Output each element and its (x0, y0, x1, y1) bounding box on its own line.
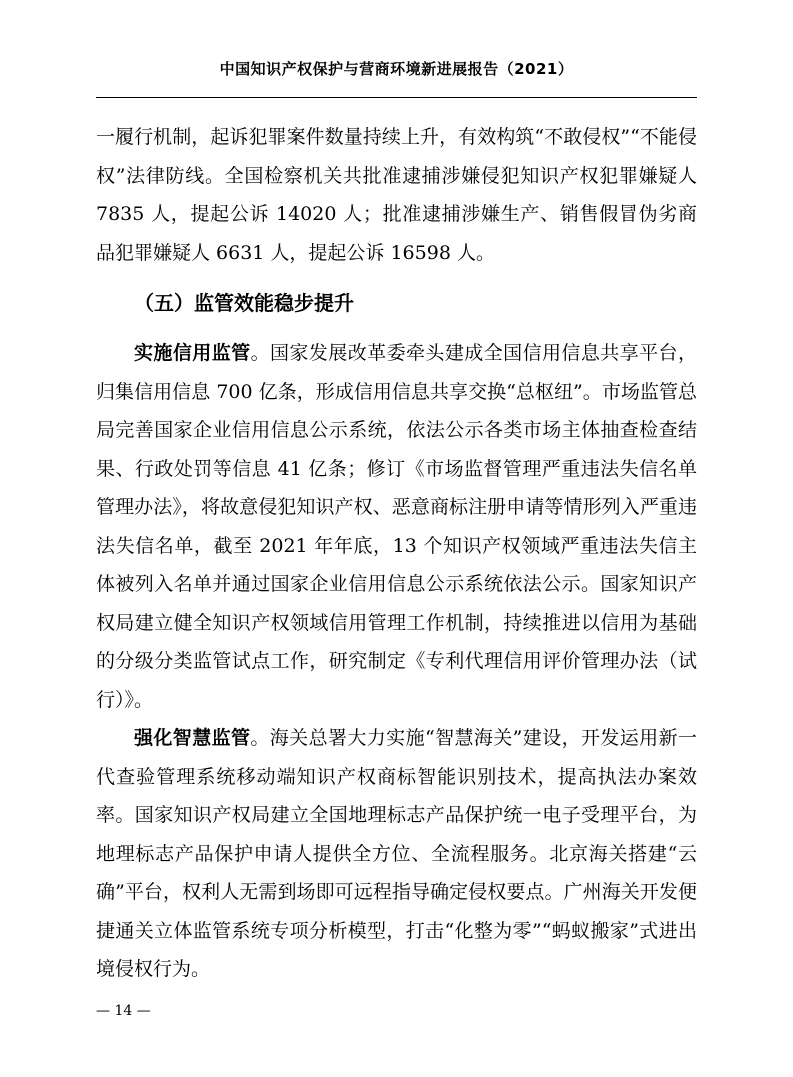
paragraph-smart-supervision (96, 719, 697, 989)
running-header-title: 中国知识产权保护与营商环境新进展报告（2021） (219, 60, 574, 78)
paragraph-credit-supervision (96, 334, 697, 719)
header-divider (96, 97, 697, 98)
paragraph-prosecution: 一履行机制，起诉犯罪案件数量持续上升，有效构筑“不敢侵权”“不能侵权”法律防线。全国检察机关共批准逮捕涉嫌侵犯知识产权犯罪嫌疑人 7835 人，提起公诉 14020 人；批准逮捕涉嫌生产、销售假冒伪劣商品犯罪嫌疑人 6631 人，提起公诉 16598 人。 (96, 126, 697, 264)
paragraph-body-smart: 。海关总署大力实施“智慧海关”建设，开发运用新一代查验管理系统移动端知识产权商标智能识别技术，提高执法办案效率。国家知识产权局建立全国地理标志产品保护统一电子受理平台，为地理标志产品保护申请人提供全方位、全流程服务。北京海关搭建“云确”平台，权利人无需到场即可远程指导确定侵权要点。广州海关开发便捷通关立体监管系统专项分析模型，打击“化整为零”“蚂蚁搬家”式进出境侵权行为。 (96, 727, 697, 980)
paragraph-lead-credit: 实施信用监管 (134, 342, 251, 364)
section-heading: （五）监管效能稳步提升 (134, 291, 354, 315)
page-body (96, 118, 697, 989)
page-number: — 14 — (96, 1003, 151, 1019)
paragraph-body-credit: 。国家发展改革委牵头建成全国信用信息共享平台，归集信用信息 700 亿条，形成信用信息共享交换“总枢纽”。市场监管总局完善国家企业信用信息公示系统，依法公示各类市场主体抽查检查结果、行政处罚等信息 41 亿条；修订《市场监督管理严重违法失信名单管理办法》，将故意侵犯知识产权、恶意商标注册申请等情形列入严重违法失信名单，截至 2021 年年底，13 个知识产权领域严重违法失信主体被列入名单并通过国家企业信用信息公示系统依法公示。国家知识产权局建立健全知识产权领域信用管理工作机制，持续推进以信用为基础的分级分类监管试点工作，研究制定《专利代理信用评价管理办法（试行）》。 (96, 342, 697, 711)
paragraph-lead-smart: 强化智慧监管 (134, 727, 251, 749)
